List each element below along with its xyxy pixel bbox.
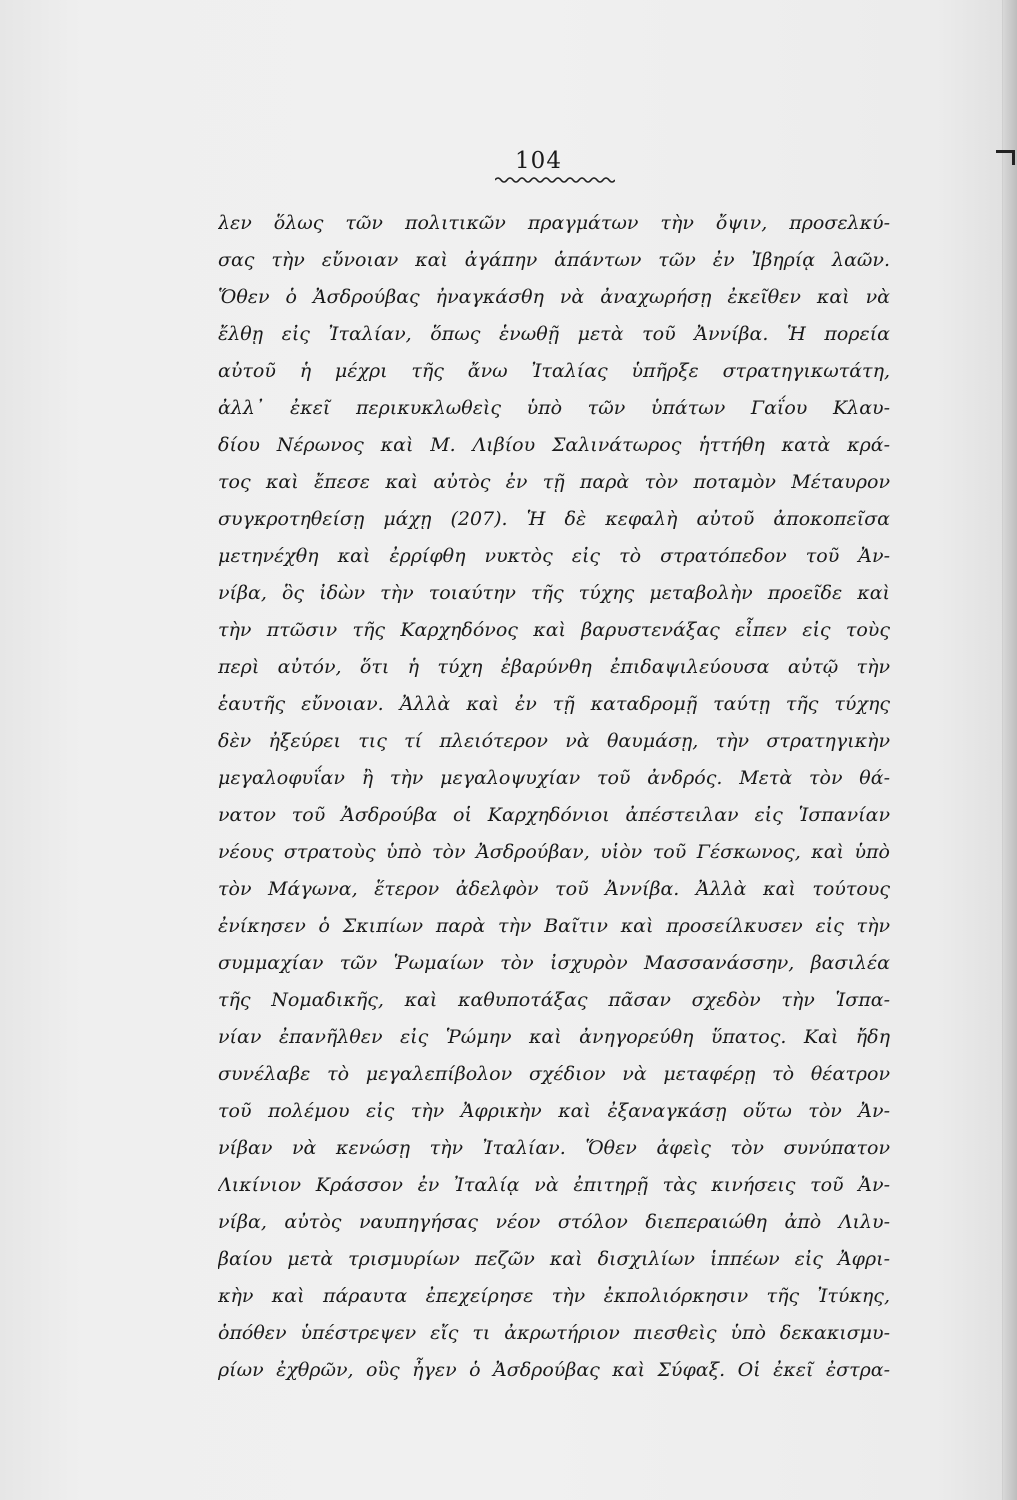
text-line: ἐνίκησεν ὁ Σκιπίων παρὰ τὴν Βαῖτιν καὶ προσείλκυσεν εἰς τὴν: [218, 915, 890, 937]
text-line: νίβαν νὰ κενώσῃ τὴν Ἰταλίαν. Ὅθεν ἀφεὶς τὸν συνύπατον: [218, 1137, 890, 1159]
text-line: βαίου μετὰ τρισμυρίων πεζῶν καὶ δισχιλίων ἱππέων εἰς Ἀφρι-: [218, 1248, 890, 1270]
text-line: τὸν Μάγωνα, ἕτερον ἀδελφὸν τοῦ Ἀννίβα. Ἀλλὰ καὶ τούτους: [218, 878, 890, 900]
text-line: τος καὶ ἔπεσε καὶ αὐτὸς ἐν τῇ παρὰ τὸν ποταμὸν Μέταυρον: [218, 471, 890, 493]
wavy-rule-ornament: [495, 176, 615, 184]
text-line: νίβα, ὃς ἰδὼν τὴν τοιαύτην τῆς τύχης μεταβολὴν προεῖδε καὶ: [218, 582, 890, 604]
text-line: αὐτοῦ ἡ μέχρι τῆς ἄνω Ἰταλίας ὑπῆρξε στρατηγικωτάτη,: [218, 360, 890, 382]
text-line: ἑαυτῆς εὔνοιαν. Ἀλλὰ καὶ ἐν τῇ καταδρομῇ ταύτῃ τῆς τύχης: [218, 693, 890, 715]
page-number: 104: [515, 148, 562, 174]
text-line: σας τὴν εὔνοιαν καὶ ἀγάπην ἁπάντων τῶν ἐν Ἰβηρίᾳ λαῶν.: [218, 249, 890, 271]
text-line: λεν ὅλως τῶν πολιτικῶν πραγμάτων τὴν ὄψιν, προσελκύ-: [218, 212, 890, 234]
page-edge-shadow: [1002, 0, 1017, 1500]
text-line: μεγαλοφυΐαν ἢ τὴν μεγαλοψυχίαν τοῦ ἀνδρός. Μετὰ τὸν θά-: [218, 767, 890, 789]
text-line: συγκροτηθείσῃ μάχῃ (207). Ἡ δὲ κεφαλὴ αὐτοῦ ἀποκοπεῖσα: [218, 508, 890, 530]
text-line: ρίων ἐχθρῶν, οὓς ἦγεν ὁ Ἀσδρούβας καὶ Σύφαξ. Οἱ ἐκεῖ ἐστρα-: [218, 1359, 890, 1381]
text-line: περὶ αὐτόν, ὅτι ἡ τύχη ἐβαρύνθη ἐπιδαψιλεύουσα αὐτῷ τὴν: [218, 656, 890, 678]
text-line: μετηνέχθη καὶ ἐρρίφθη νυκτὸς εἰς τὸ στρατόπεδον τοῦ Ἀν-: [218, 545, 890, 567]
text-line: νίβα, αὐτὸς ναυπηγήσας νέον στόλον διεπεραιώθη ἀπὸ Λιλυ-: [218, 1211, 890, 1233]
text-line: τὴν πτῶσιν τῆς Καρχηδόνος καὶ βαρυστενάξας εἶπεν εἰς τοὺς: [218, 619, 890, 641]
text-line: ἔλθῃ εἰς Ἰταλίαν, ὅπως ἑνωθῇ μετὰ τοῦ Ἀννίβα. Ἡ πορεία: [218, 323, 890, 345]
text-line: τοῦ πολέμου εἰς τὴν Ἀφρικὴν καὶ ἐξαναγκάσῃ οὕτω τὸν Ἀν-: [218, 1100, 890, 1122]
text-line: συνέλαβε τὸ μεγαλεπίβολον σχέδιον νὰ μεταφέρῃ τὸ θέατρον: [218, 1063, 890, 1085]
text-line: Ὅθεν ὁ Ἀσδρούβας ἠναγκάσθη νὰ ἀναχωρήσῃ ἐκεῖθεν καὶ νὰ: [218, 286, 890, 308]
text-line: τῆς Νομαδικῆς, καὶ καθυποτάξας πᾶσαν σχεδὸν τὴν Ἱσπα-: [218, 989, 890, 1011]
text-line: κὴν καὶ πάραυτα ἐπεχείρησε τὴν ἐκπολιόρκησιν τῆς Ἰτύκης,: [218, 1285, 890, 1307]
text-line: συμμαχίαν τῶν Ῥωμαίων τὸν ἰσχυρὸν Μασσανάσσην, βασιλέα: [218, 952, 890, 974]
text-line: δὲν ἠξεύρει τις τί πλειότερον νὰ θαυμάσῃ, τὴν στρατηγικὴν: [218, 730, 890, 752]
text-line: νατον τοῦ Ἀσδρούβα οἱ Καρχηδόνιοι ἀπέστειλαν εἰς Ἱσπανίαν: [218, 804, 890, 826]
body-text: [218, 205, 890, 1389]
text-line: Λικίνιον Κράσσον ἐν Ἰταλίᾳ νὰ ἐπιτηρῇ τὰς κινήσεις τοῦ Ἀν-: [218, 1174, 890, 1196]
text-line: ὁπόθεν ὑπέστρεψεν εἴς τι ἀκρωτήριον πιεσθεὶς ὑπὸ δεκακισμυ-: [218, 1322, 890, 1344]
text-line: δίου Νέρωνος καὶ Μ. Λιβίου Σαλινάτωρος ἡττήθη κατὰ κρά-: [218, 434, 890, 456]
text-line: ἀλλ᾽ ἐκεῖ περικυκλωθεὶς ὑπὸ τῶν ὑπάτων Γαΐου Κλαυ-: [218, 397, 890, 419]
text-line: νίαν ἐπανῆλθεν εἰς Ῥώμην καὶ ἀνηγορεύθη ὕπατος. Καὶ ἤδη: [218, 1026, 890, 1048]
text-line: νέους στρατοὺς ὑπὸ τὸν Ἀσδρούβαν, υἱὸν τοῦ Γέσκωνος, καὶ ὑπὸ: [218, 841, 890, 863]
